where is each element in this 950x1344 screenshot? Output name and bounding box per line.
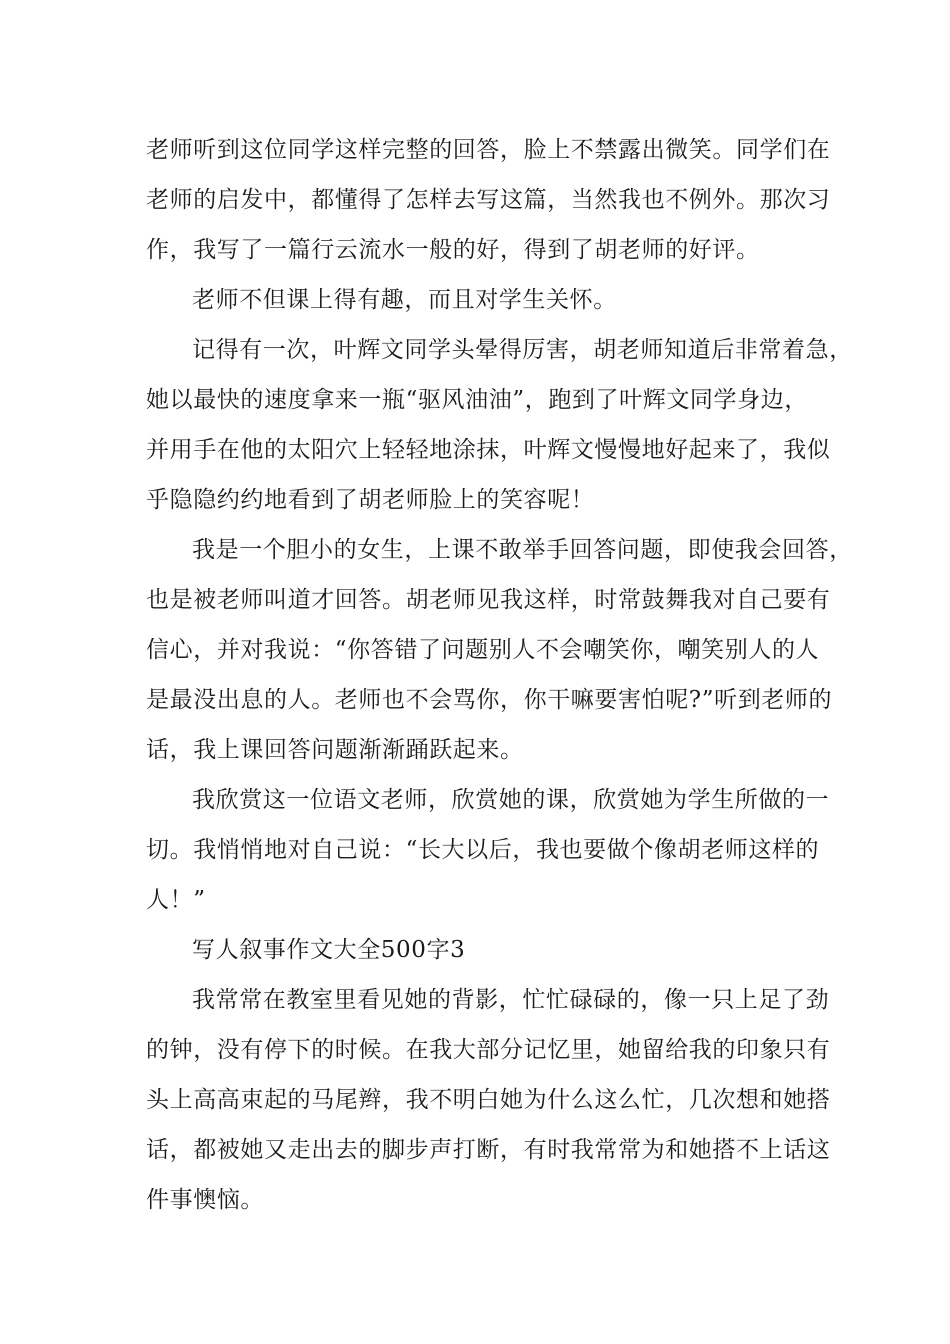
text-line: 她以最快的速度拿来一瓶“驱风油油”，跑到了叶辉文同学身边， [146, 387, 808, 413]
text-line: 我是一个胆小的女生，上课不敢举手回答问题，即使我会回答， [192, 537, 853, 563]
paragraph-2 [146, 275, 826, 325]
text-line: 乎隐隐约约地看到了胡老师脸上的笑容呢！ [146, 487, 595, 513]
text-line: 并用手在他的太阳穴上轻轻地涂抹，叶辉文慢慢地好起来了，我似 [146, 437, 831, 463]
text-line: 我欣赏这一位语文老师，欣赏她的课，欣赏她为学生所做的一 [192, 787, 830, 813]
text-line: 话，都被她又走出去的脚步声打断，有时我常常为和她搭不上话这 [146, 1137, 831, 1163]
text-line: 信心，并对我说：“你答错了问题别人不会嘲笑你，嘲笑别人的人 [146, 637, 820, 663]
text-line: 记得有一次，叶辉文同学头晕得厉害，胡老师知道后非常着急， [192, 337, 853, 363]
paragraph-5 [146, 775, 830, 925]
text-line: 切。我悄悄地对自己说：“长大以后，我也要做个像胡老师这样的 [146, 837, 820, 863]
text-line: 作，我写了一篇行云流水一般的好，得到了胡老师的好评。 [146, 237, 760, 263]
text-line: 是最没出息的人。老师也不会骂你，你干嘛要害怕呢?”听到老师的 [146, 687, 833, 713]
text-line: 头上高高束起的马尾辫，我不明白她为什么这么忙，几次想和她搭 [146, 1087, 831, 1113]
text-line: 老师听到这位同学这样完整的回答，脸上不禁露出微笑。同学们在 [146, 137, 831, 163]
text-line: 老师不但课上得有趣，而且对学生关怀。 [192, 287, 617, 313]
paragraph-4 [146, 525, 853, 775]
text-line: 我常常在教室里看见她的背影，忙忙碌碌的，像一只上足了劲 [192, 987, 830, 1013]
paragraph-7 [146, 975, 831, 1225]
text-line: 的钟，没有停下的时候。在我大部分记忆里，她留给我的印象只有 [146, 1037, 831, 1063]
text-line: 人！” [146, 887, 206, 913]
text-line: 件事懊恼。 [146, 1187, 264, 1213]
section-heading [146, 925, 826, 975]
paragraph-1 [146, 125, 831, 275]
text-line: 写人叙事作文大全500字3 [192, 937, 466, 963]
paragraph-3 [146, 325, 853, 525]
text-line: 老师的启发中，都懂得了怎样去写这篇，当然我也不例外。那次习 [146, 187, 831, 213]
text-line: 话，我上课回答问题渐渐踊跃起来。 [146, 737, 524, 763]
text-line: 也是被老师叫道才回答。胡老师见我这样，时常鼓舞我对自己要有 [146, 587, 831, 613]
